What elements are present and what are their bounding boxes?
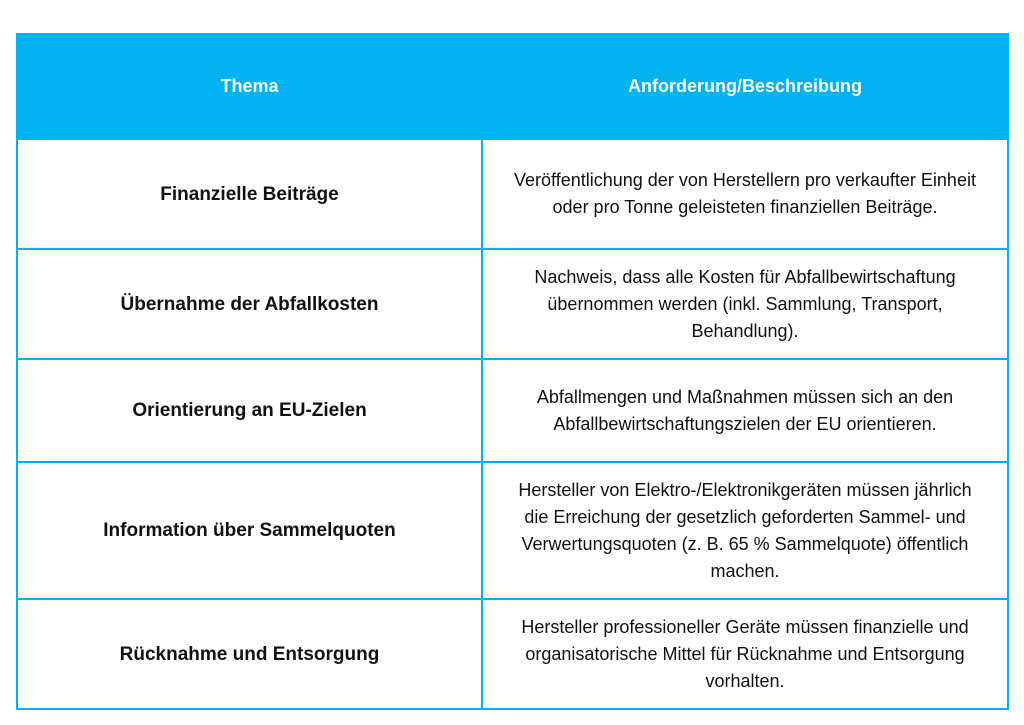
row-description: Hersteller professioneller Geräte müssen finanzielle und organisatorische Mittel für Rücknahme und Entsorgung vorhalten. [482, 599, 1008, 709]
requirements-table [16, 33, 1009, 710]
table-row [17, 139, 1008, 249]
row-description: Hersteller von Elektro-/Elektronikgeräten müssen jährlich die Erreichung der gesetzlich geforderten Sammel- und Verwertungsquoten (z. B. 65 % Sammelquote) öffentlich machen. [482, 462, 1008, 599]
header-topic: Thema [17, 34, 482, 139]
table-body [17, 139, 1008, 709]
table-row [17, 359, 1008, 462]
row-topic: Orientierung an EU-Zielen [17, 359, 482, 462]
row-topic: Finanzielle Beiträge [17, 139, 482, 249]
table-header [17, 34, 1008, 139]
row-description: Veröffentlichung der von Herstellern pro verkaufter Einheit oder pro Tonne geleisteten finanziellen Beiträge. [482, 139, 1008, 249]
table-row [17, 599, 1008, 709]
row-topic: Information über Sammelquoten [17, 462, 482, 599]
row-topic: Übernahme der Abfallkosten [17, 249, 482, 359]
row-description: Nachweis, dass alle Kosten für Abfallbewirtschaftung übernommen werden (inkl. Sammlung, Transport, Behandlung). [482, 249, 1008, 359]
header-description: Anforderung/Beschreibung [482, 34, 1008, 139]
row-description: Abfallmengen und Maßnahmen müssen sich an den Abfallbewirtschaftungszielen der EU orientieren. [482, 359, 1008, 462]
table-row [17, 249, 1008, 359]
table-row [17, 462, 1008, 599]
header-row [17, 34, 1008, 139]
row-topic: Rücknahme und Entsorgung [17, 599, 482, 709]
